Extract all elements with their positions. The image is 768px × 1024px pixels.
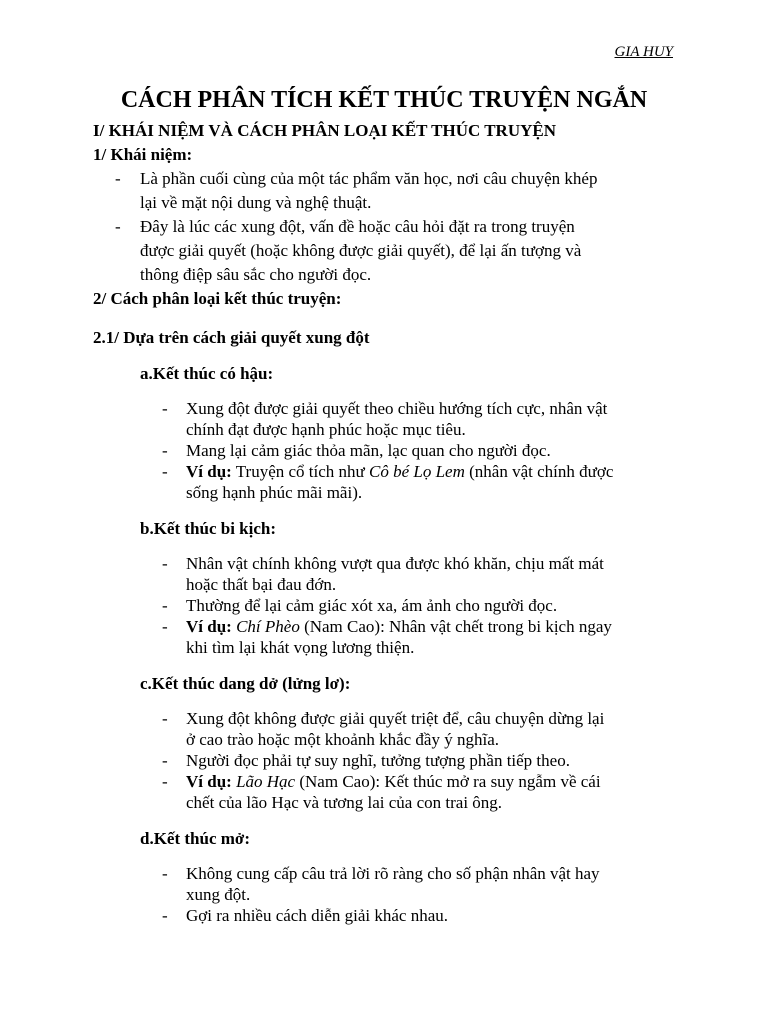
- bullet-dash: -: [162, 906, 168, 925]
- example-label: Ví dụ:: [186, 462, 232, 481]
- example-text: (Nam Cao): Kết thúc mở ra suy ngẫm về cái: [295, 772, 601, 791]
- example-text: (nhân vật chính được: [464, 462, 614, 481]
- list-item-line: thông điệp sâu sắc cho người đọc.: [140, 265, 372, 284]
- example-line: khi tìm lại khát vọng lương thiện.: [186, 638, 415, 657]
- list-item-line: lại về mặt nội dung và nghệ thuật.: [140, 193, 372, 212]
- list-item-line: Đây là lúc các xung đột, vấn đề hoặc câu hỏi đặt ra trong truyện: [140, 217, 575, 236]
- list-item-line: được giải quyết (hoặc không được giải quyết), để lại ấn tượng và: [140, 241, 582, 260]
- type-d-heading: d.Kết thúc mở:: [140, 829, 250, 848]
- work-title: Chí Phèo: [236, 617, 300, 636]
- list-item-line: hoặc thất bại đau đớn.: [186, 575, 337, 594]
- example-text: Truyện cổ tích như: [231, 462, 370, 481]
- bullet-dash: -: [162, 772, 168, 791]
- type-c-heading: c.Kết thúc dang dở (lửng lơ):: [140, 674, 351, 693]
- example-line: sống hạnh phúc mãi mãi).: [186, 483, 363, 502]
- bullet-dash: -: [162, 617, 168, 636]
- classify-heading: 2/ Cách phân loại kết thúc truyện:: [93, 289, 342, 308]
- bullet-dash: -: [115, 217, 121, 236]
- list-item-line: Nhân vật chính không vượt qua được khó khăn, chịu mất mát: [186, 554, 604, 573]
- bullet-dash: -: [162, 709, 168, 728]
- bullet-dash: -: [115, 169, 121, 188]
- list-item-line: chính đạt được hạnh phúc hoặc mục tiêu.: [186, 420, 466, 439]
- type-a-heading: a.Kết thúc có hậu:: [140, 364, 274, 383]
- work-title: Cô bé Lọ Lem: [369, 462, 465, 481]
- list-item-line: Là phần cuối cùng của một tác phẩm văn học, nơi câu chuyện khép: [140, 169, 598, 188]
- bullet-dash: -: [162, 751, 168, 770]
- example-label: Ví dụ:: [186, 617, 232, 636]
- document-title: CÁCH PHÂN TÍCH KẾT THÚC TRUYỆN NGẮN: [120, 87, 648, 113]
- work-title: Lão Hạc: [236, 772, 296, 791]
- list-item-line: Gợi ra nhiều cách diễn giải khác nhau.: [186, 906, 448, 925]
- bullet-dash: -: [162, 596, 168, 615]
- concept-heading: 1/ Khái niệm:: [93, 145, 193, 164]
- list-item-line: ở cao trào hoặc một khoảnh khắc đầy ý nghĩa.: [186, 730, 499, 749]
- list-item-line: Mang lại cảm giác thỏa mãn, lạc quan cho người đọc.: [186, 441, 551, 460]
- bullet-dash: -: [162, 462, 168, 481]
- subsection-heading: 2.1/ Dựa trên cách giải quyết xung đột: [93, 328, 370, 347]
- list-item-line: Xung đột không được giải quyết triệt để, câu chuyện dừng lại: [186, 709, 605, 728]
- bullet-dash: -: [162, 441, 168, 460]
- list-item-line: Xung đột được giải quyết theo chiều hướng tích cực, nhân vật: [186, 399, 608, 418]
- list-item-line: Người đọc phải tự suy nghĩ, tưởng tượng phần tiếp theo.: [186, 751, 570, 770]
- list-item-line: xung đột.: [186, 885, 251, 904]
- bullet-dash: -: [162, 864, 168, 883]
- author-name: GIA HUY: [614, 44, 673, 60]
- bullet-dash: -: [162, 399, 168, 418]
- example-line: chết của lão Hạc và tương lai của con trai ông.: [186, 793, 503, 812]
- type-b-heading: b.Kết thúc bi kịch:: [140, 519, 277, 538]
- list-item-line: Thường để lại cảm giác xót xa, ám ảnh cho người đọc.: [186, 596, 558, 615]
- list-item-line: Không cung cấp câu trả lời rõ ràng cho số phận nhân vật hay: [186, 864, 600, 883]
- example-text: (Nam Cao): Nhân vật chết trong bi kịch ngay: [299, 617, 612, 636]
- example-label: Ví dụ:: [186, 772, 232, 791]
- section-heading: I/ KHÁI NIỆM VÀ CÁCH PHÂN LOẠI KẾT THÚC TRUYỆN: [93, 121, 557, 140]
- bullet-dash: -: [162, 554, 168, 573]
